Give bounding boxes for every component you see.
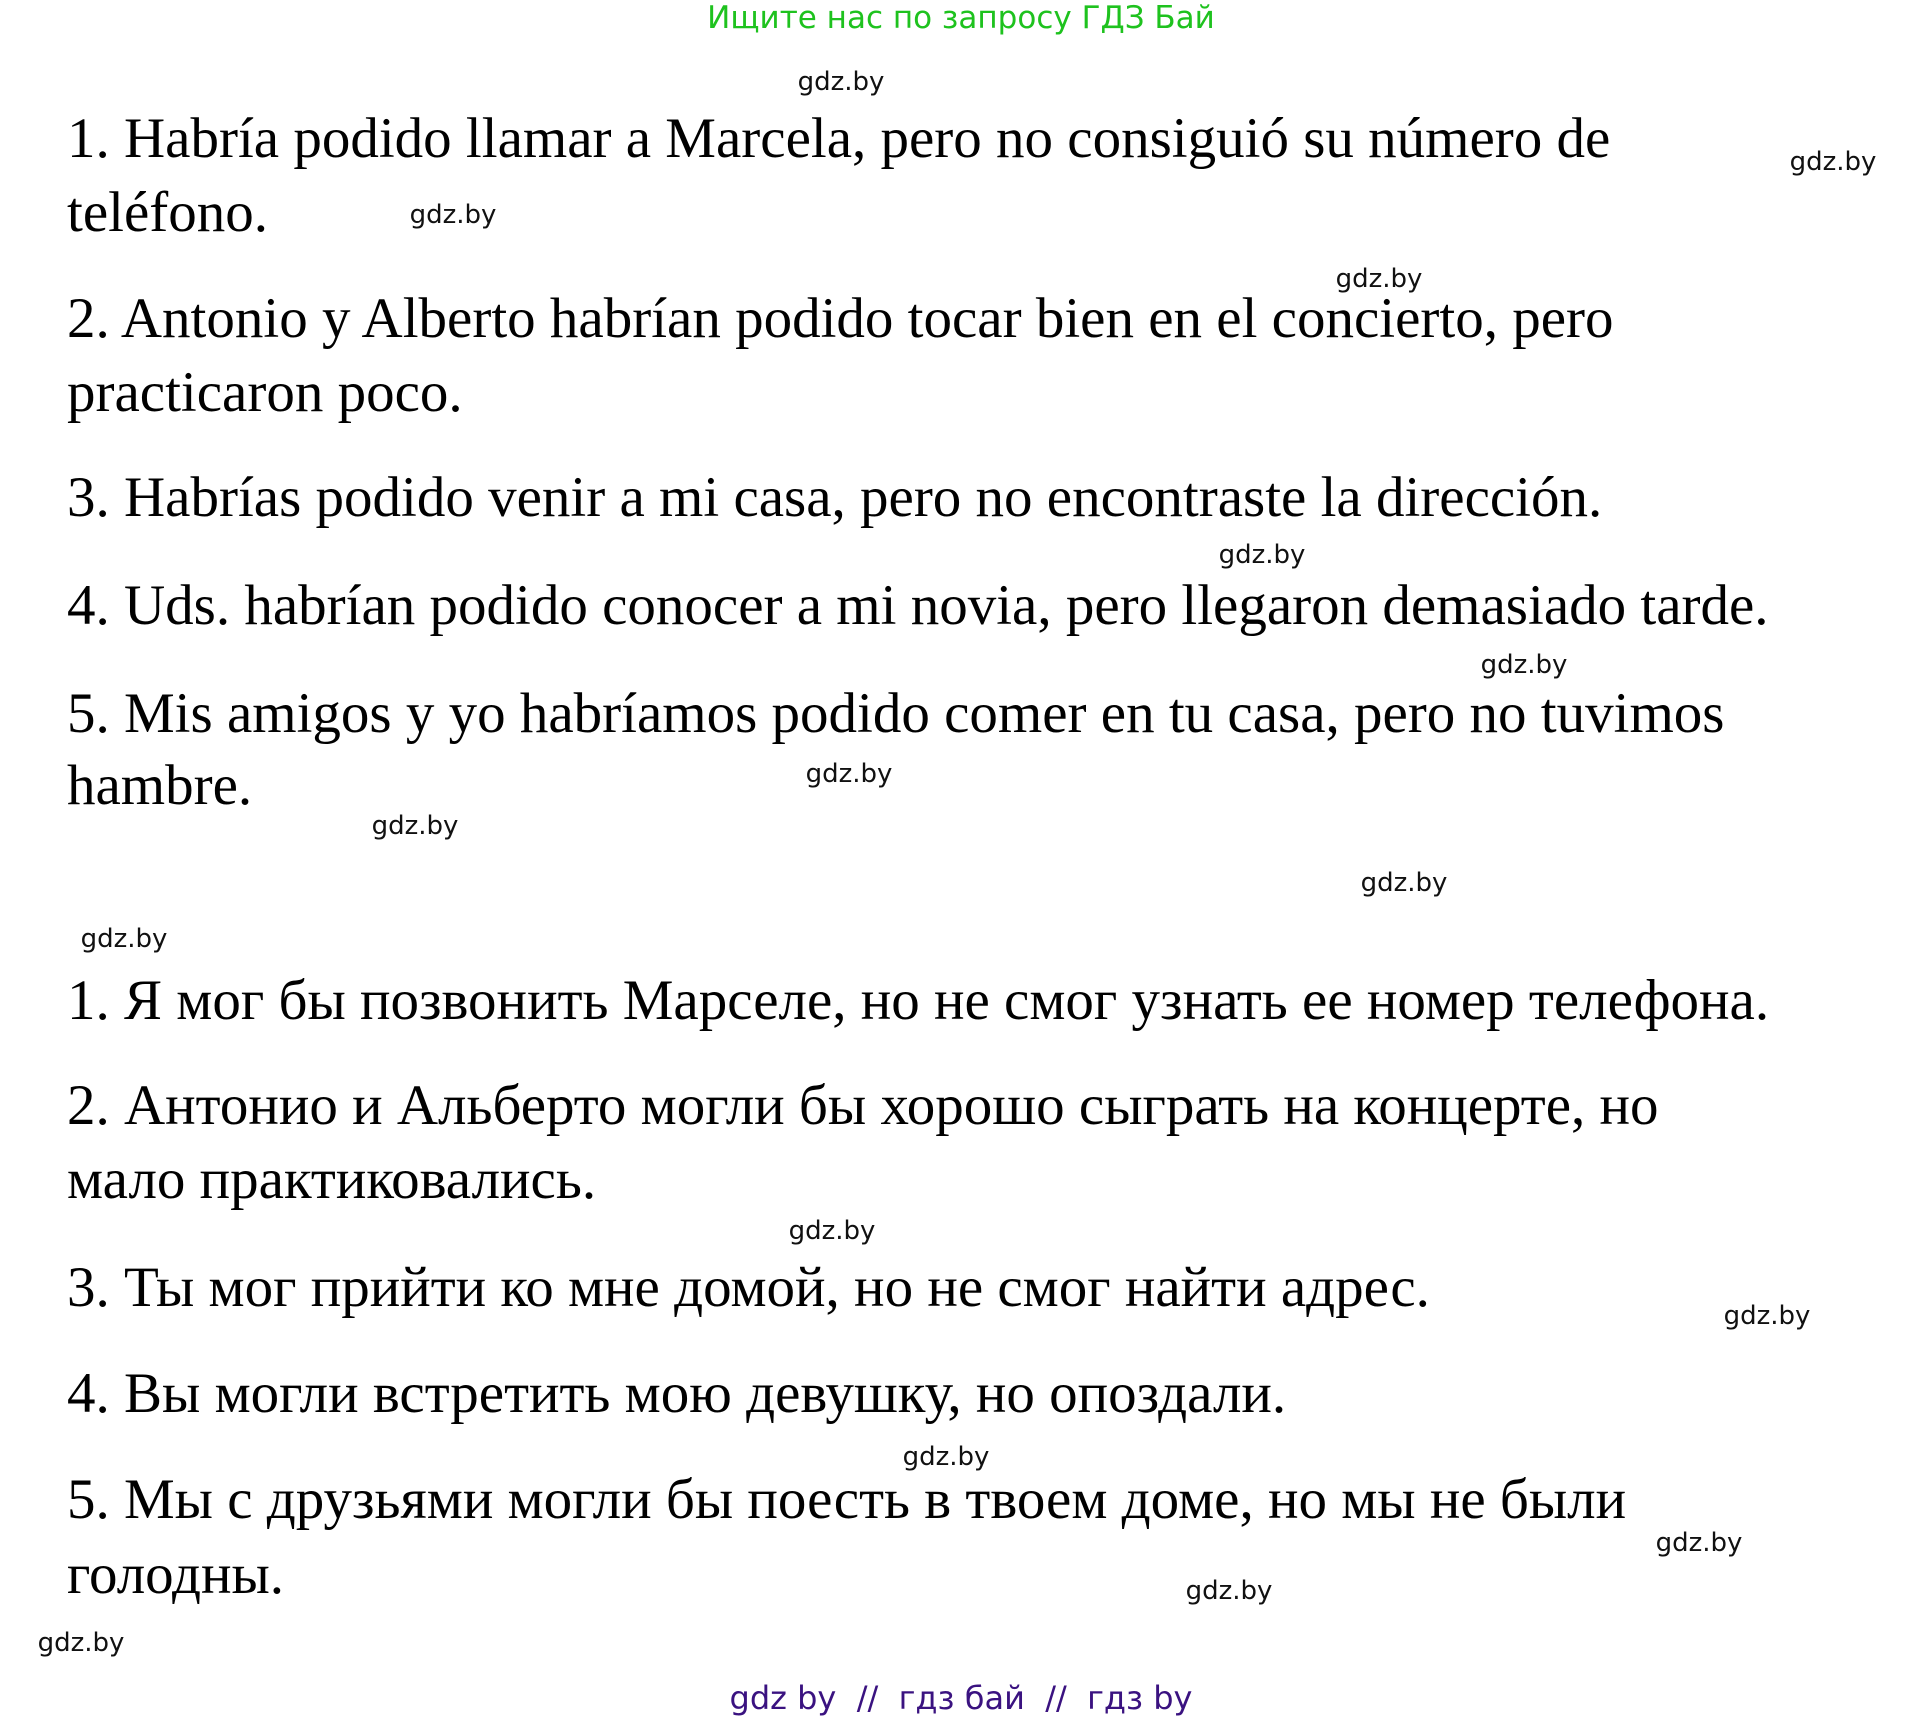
spanish-item-4-line-1: 4. Uds. habrían podido conocer a mi novia, pero llegaron demasiado tarde. [67,574,1769,637]
watermark: gdz.by [409,200,497,230]
watermark: gdz.by [902,1442,990,1472]
russian-item-4-line-1: 4. Вы могли встретить мою девушку, но опоздали. [67,1362,1287,1425]
spanish-item-1-line-1: 1. Habría podido llamar a Marcela, pero no consiguió su número de [67,107,1611,170]
watermark: gdz.by [371,811,459,841]
spanish-item-3-line-1: 3. Habrías podido venir a mi casa, pero no encontraste la dirección. [67,466,1603,529]
spanish-item-2-line-1: 2. Antonio y Alberto habrían podido tocar bien en el concierto, pero [67,287,1614,350]
footer-links: gdz by // гдз бай // гдз by [729,1679,1193,1717]
watermark: gdz.by [1335,264,1423,294]
watermark: gdz.by [805,759,893,789]
russian-item-1-line-1: 1. Я мог бы позвонить Марселе, но не смог узнать ее номер телефона. [67,969,1770,1032]
watermark: gdz.by [37,1628,125,1658]
russian-item-5-line-1: 5. Мы с друзьями могли бы поесть в твоем доме, но мы не были [67,1468,1627,1531]
spanish-item-2-line-2: practicaron poco. [67,361,463,424]
watermark: gdz.by [1218,540,1306,570]
search-banner: Ищите нас по запросу ГДЗ Бай [707,0,1215,36]
watermark: gdz.by [80,924,168,954]
russian-item-5-line-2: голодны. [67,1543,285,1606]
watermark: gdz.by [1185,1576,1273,1606]
watermark: gdz.by [1360,868,1448,898]
watermark: gdz.by [1655,1528,1743,1558]
watermark: gdz.by [797,67,885,97]
spanish-item-1-line-2: teléfono. [67,181,269,244]
watermark: gdz.by [1789,147,1877,177]
russian-item-2-line-2: мало практиковались. [67,1148,597,1211]
watermark: gdz.by [1480,650,1568,680]
watermark: gdz.by [788,1216,876,1246]
spanish-item-5-line-2: hambre. [67,754,253,817]
spanish-item-5-line-1: 5. Mis amigos y yo habríamos podido comer en tu casa, pero no tuvimos [67,682,1725,745]
russian-item-3-line-1: 3. Ты мог прийти ко мне домой, но не смог найти адрес. [67,1256,1430,1319]
russian-item-2-line-1: 2. Антонио и Альберто могли бы хорошо сыграть на концерте, но [67,1074,1659,1137]
watermark: gdz.by [1723,1301,1811,1331]
